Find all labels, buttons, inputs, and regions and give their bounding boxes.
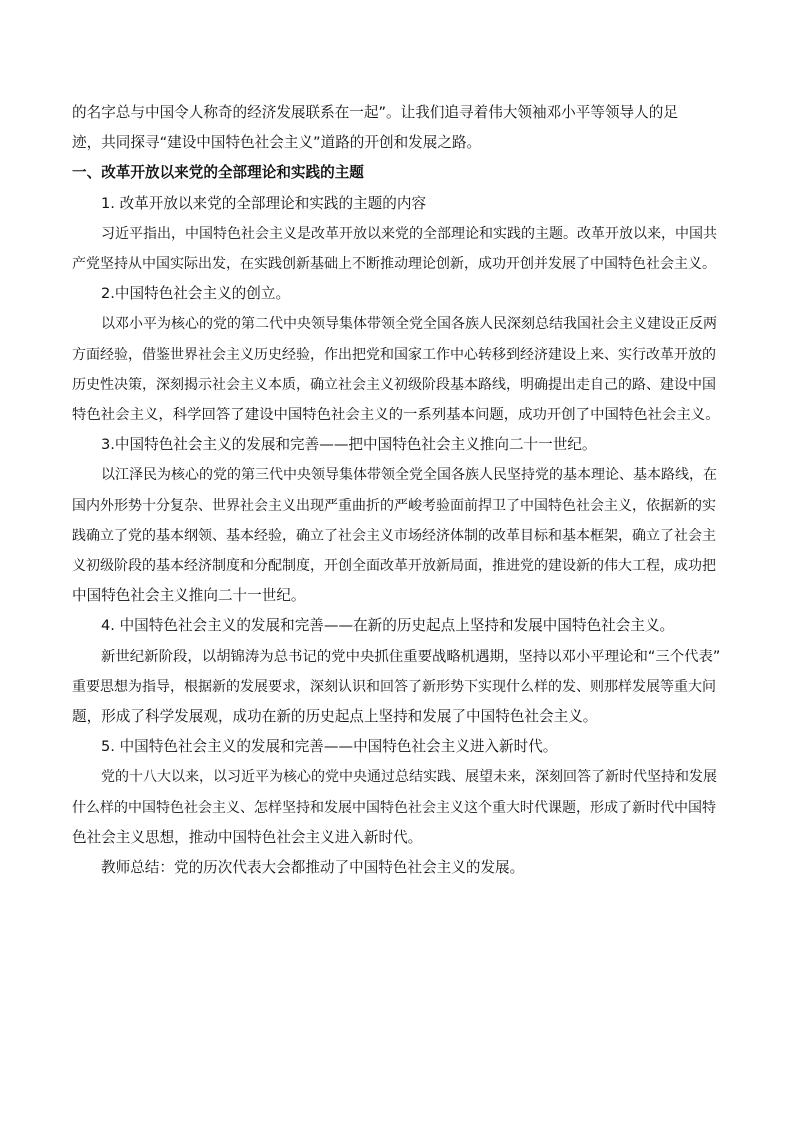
- text-line: 以江泽民为核心的党的第三代中央领导集体带领全党全国各族人民坚持党的基本理论、基本路线，在: [101, 467, 717, 484]
- text-line: 国内外形势十分复杂、世界社会主义出现严重曲折的严峻考验面前捍卫了中国特色社会主义，依据新的实: [72, 497, 716, 514]
- text-line: 党的十八大以来，以习近平为核心的党中央通过总结实践、展望未来，深刻回答了新时代坚持和发展: [101, 769, 717, 786]
- text-line: 4. 中国特色社会主义的发展和完善——在新的历史起点上坚持和发展中国特色社会主义。: [101, 617, 675, 635]
- text-line: 迹，共同探寻“建设中国特色社会主义”道路的开创和发展之路。: [72, 134, 482, 152]
- text-line: 2.中国特色社会主义的创立。: [101, 285, 291, 303]
- text-line: 义初级阶段的基本经济制度和分配制度，开创全面改革开放新局面，推进党的建设新的伟大工程，成功把: [72, 558, 716, 575]
- text-line: 新世纪新阶段，以胡锦涛为总书记的党中央抓住重要战略机遇期，坚持以邓小平理论和“三个代表”: [101, 648, 721, 665]
- text-line: 践确立了党的基本纲领、基本经验，确立了社会主义市场经济体制的改革目标和基本框架，确立了社会主: [72, 527, 716, 544]
- text-line: 什么样的中国特色社会主义、怎样坚持和发展中国特色社会主义这个重大时代课题，形成了新时代中国特: [72, 799, 716, 816]
- text-line: 5. 中国特色社会主义的发展和完善——中国特色社会主义进入新时代。: [101, 738, 558, 756]
- text-line: 重要思想为指导，根据新的发展要求，深刻认识和回答了新形势下实现什么样的发、则那样发展等重大问: [72, 678, 716, 695]
- text-line: 题，形成了科学发展观，成功在新的历史起点上坚持和发展了中国特色社会主义。: [72, 708, 598, 726]
- section-heading: 一、改革开放以来党的全部理论和实践的主题: [72, 164, 364, 182]
- text-line: 习近平指出，中国特色社会主义是改革开放以来党的全部理论和实践的主题。改革开放以来，中国共: [101, 225, 717, 242]
- text-line: 以邓小平为核心的党的第二代中央领导集体带领全党全国各族人民深刻总结我国社会主义建设正反两: [101, 316, 717, 333]
- text-line: 方面经验，借鉴世界社会主义历史经验，作出把党和国家工作中心转移到经济建设上来、实行改革开放的: [72, 346, 716, 363]
- text-line: 中国特色社会主义推向二十一世纪。: [72, 587, 306, 605]
- text-line: 的名字总与中国令人称奇的经济发展联系在一起”。让我们追寻着伟大领袖邓小平等领导人的足: [72, 104, 678, 121]
- text-line: 产党坚持从中国实际出发，在实践创新基础上不断推动理论创新，成功开创并发展了中国特色社会主义。: [72, 256, 716, 273]
- document-page: [72, 98, 724, 883]
- text-line: 1. 改革开放以来党的全部理论和实践的主题的内容: [101, 194, 427, 212]
- text-line: 色社会主义思想，推动中国特色社会主义进入新时代。: [72, 828, 423, 846]
- text-line: 3.中国特色社会主义的发展和完善——把中国特色社会主义推向二十一世纪。: [101, 436, 597, 454]
- text-line: 特色社会主义，科学回答了建设中国特色社会主义的一系列基本问题，成功开创了中国特色社会主义。: [72, 407, 720, 424]
- text-line: 教师总结：党的历次代表大会都推动了中国特色社会主义的发展。: [101, 859, 525, 877]
- text-line: 历史性决策，深刻揭示社会主义本质，确立社会主义初级阶段基本路线，明确提出走自己的路、建设中国: [72, 376, 716, 393]
